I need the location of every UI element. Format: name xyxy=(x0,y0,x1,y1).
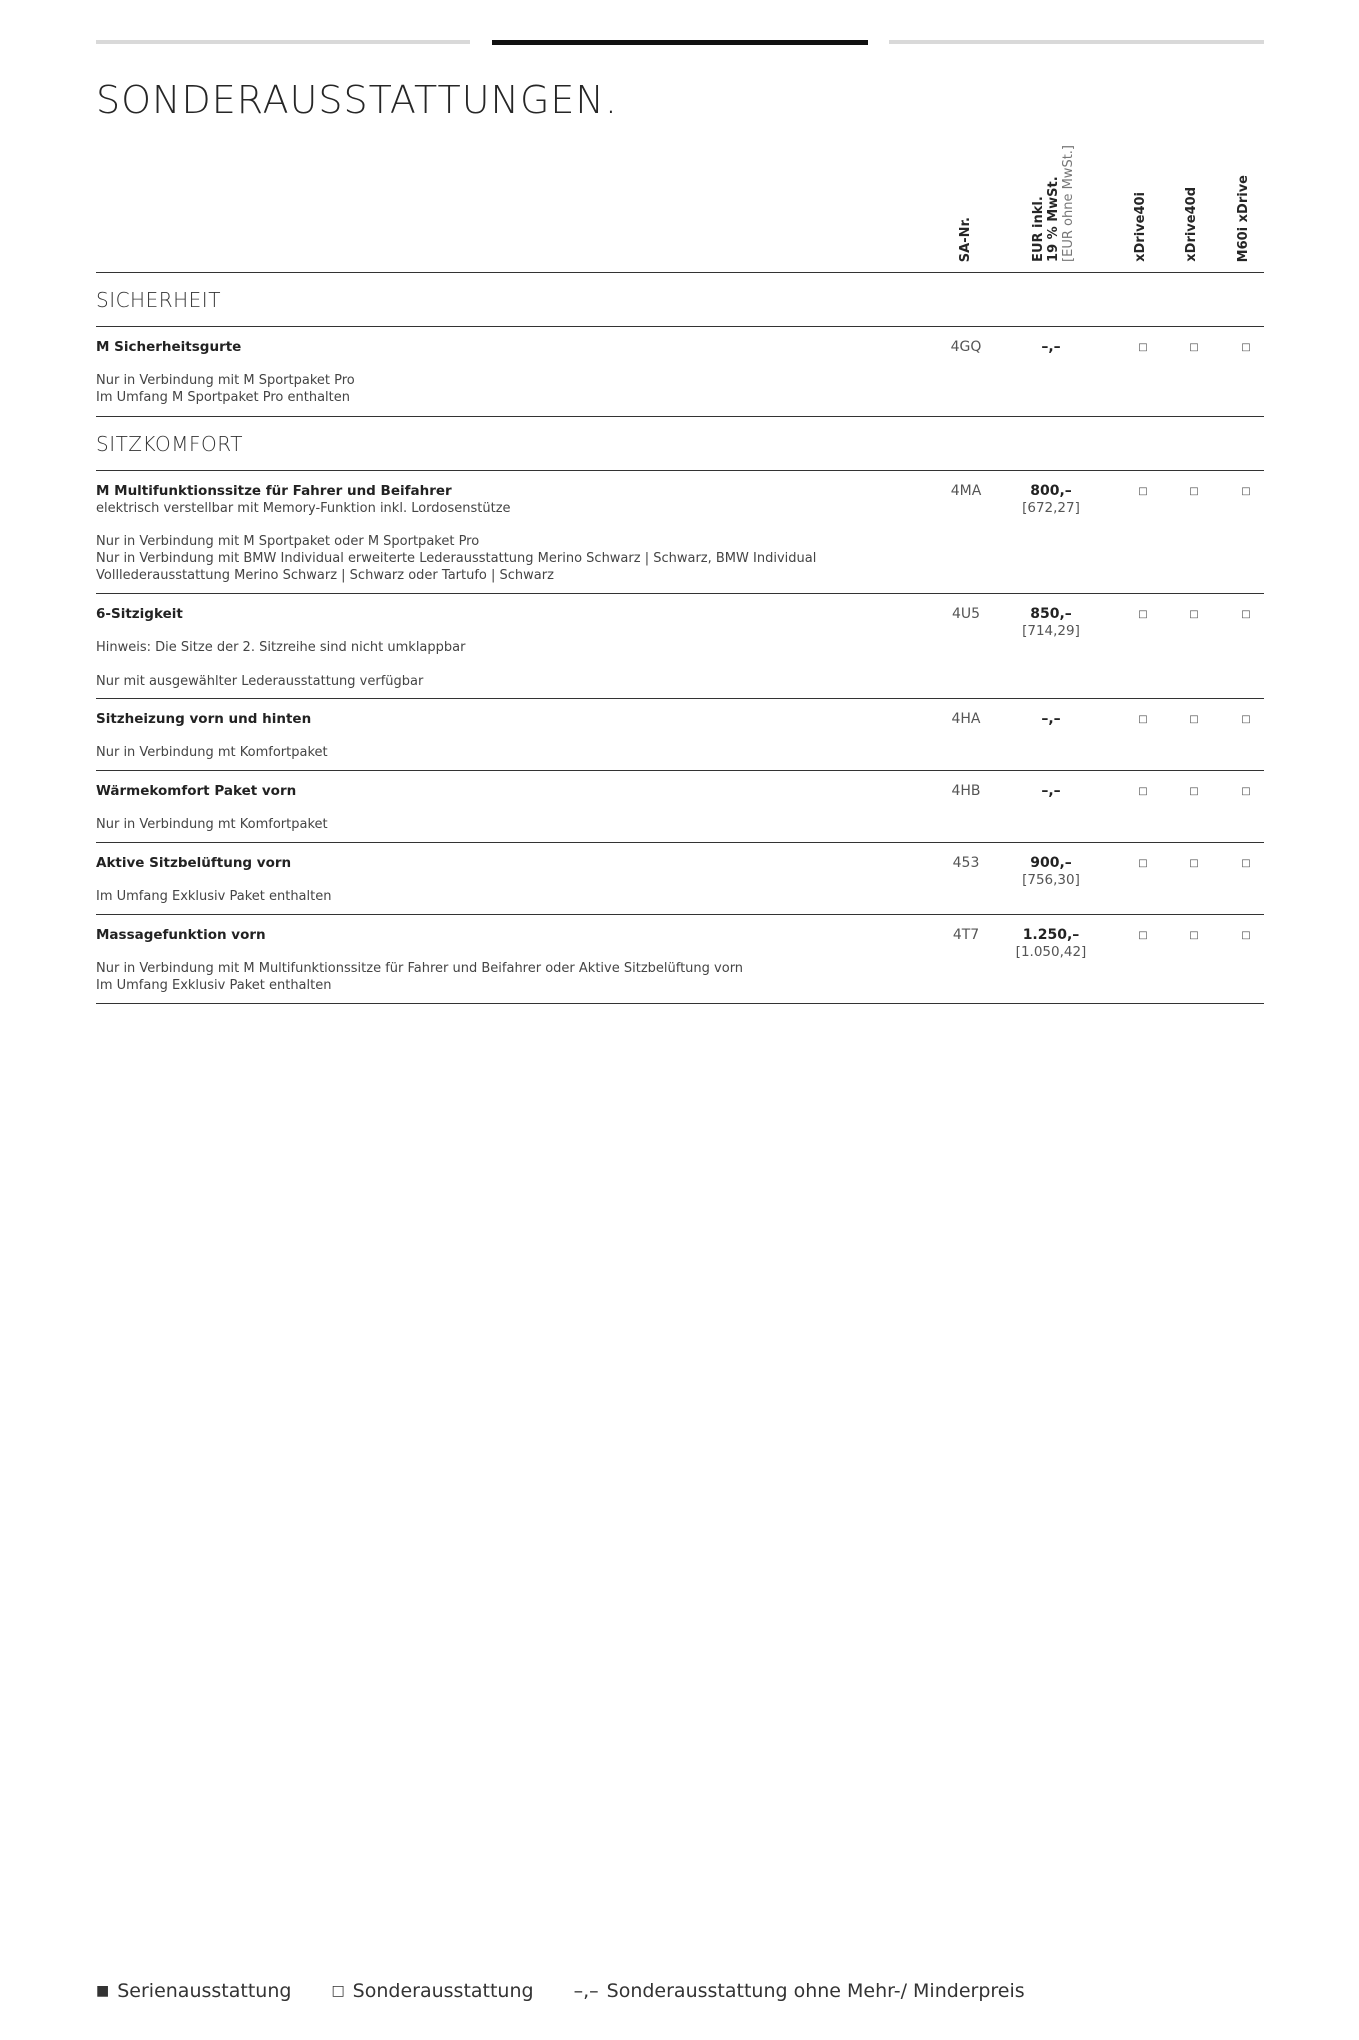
price-gross: 850,– xyxy=(1030,606,1072,622)
price-net: [672,27] xyxy=(1022,500,1080,516)
row-title: Massagefunktion vorn xyxy=(96,927,266,943)
note-line: Nur in Verbindung mt Komfortpaket xyxy=(96,745,328,760)
legend xyxy=(96,1980,1065,2002)
price-gross: –,– xyxy=(1041,339,1061,355)
row-title: Aktive Sitzbelüftung vorn xyxy=(96,855,292,871)
section-sitzkomfort xyxy=(96,417,1264,471)
table-row xyxy=(96,471,1264,594)
price xyxy=(1001,339,1101,355)
price xyxy=(1001,483,1101,516)
table-row xyxy=(96,771,1264,843)
sa-code: 4HA xyxy=(951,711,981,727)
note-line: Im Umfang Exklusiv Paket enthalten xyxy=(96,889,332,904)
legend-option-label: Sonderausstattung xyxy=(352,1980,534,2002)
option-mark-icon: □ xyxy=(1189,930,1199,941)
row-title: M Sicherheitsgurte xyxy=(96,339,242,355)
header-price-line3: [EUR ohne MwSt.] xyxy=(1061,145,1076,262)
filled-square-icon: ■ xyxy=(96,1983,110,1999)
option-mark-icon: □ xyxy=(1241,342,1251,353)
option-mark-icon: □ xyxy=(1138,486,1148,497)
option-mark-icon: □ xyxy=(1138,930,1148,941)
price xyxy=(1001,855,1101,888)
legend-option xyxy=(331,1980,533,2002)
table-header xyxy=(96,130,1264,273)
option-mark-icon: □ xyxy=(1189,342,1199,353)
price xyxy=(1001,606,1101,639)
header-price-line2: 19 % MwSt. xyxy=(1046,176,1061,262)
header-model-3: M60i xDrive xyxy=(1236,174,1251,262)
header-model-2: xDrive40d xyxy=(1184,187,1199,262)
price-net: [1.050,42] xyxy=(1015,944,1087,960)
row-note xyxy=(96,533,856,584)
option-mark-icon: □ xyxy=(1241,486,1251,497)
table-row xyxy=(96,843,1264,915)
header-price-line1: EUR inkl. xyxy=(1031,196,1046,262)
row-title: Sitzheizung vorn und hinten xyxy=(96,711,312,727)
price xyxy=(1001,783,1101,799)
price-gross: 800,– xyxy=(1030,483,1072,499)
note-line: Nur in Verbindung mit M Sportpaket Pro xyxy=(96,373,355,388)
header-price xyxy=(1031,145,1076,262)
section-title: SITZKOMFORT xyxy=(96,432,243,456)
sa-code: 4GQ xyxy=(950,339,982,355)
header-model-1: xDrive40i xyxy=(1133,192,1148,262)
options-table xyxy=(96,130,1264,1004)
note-line: Nur in Verbindung mit M Sportpaket oder M Sportpaket Pro xyxy=(96,534,480,549)
sa-code: 4HB xyxy=(951,783,981,799)
dash-comma-dash-icon: –,– xyxy=(573,1980,599,2002)
price-net: [714,29] xyxy=(1022,623,1080,639)
option-mark-icon: □ xyxy=(1241,930,1251,941)
row-subtitle: elektrisch verstellbar mit Memory-Funktion inkl. Lordosenstütze xyxy=(96,501,511,516)
option-mark-icon: □ xyxy=(1189,609,1199,620)
price-gross: 1.250,– xyxy=(1022,927,1080,943)
price xyxy=(1001,711,1101,727)
table-row xyxy=(96,327,1264,417)
tab-indicator-3 xyxy=(889,40,1264,44)
option-mark-icon: □ xyxy=(1138,858,1148,869)
price-gross: –,– xyxy=(1041,711,1061,727)
price-gross: –,– xyxy=(1041,783,1061,799)
sa-code: 453 xyxy=(952,855,980,871)
sa-code: 4U5 xyxy=(951,606,981,622)
row-note xyxy=(96,372,856,406)
note-line: Im Umfang Exklusiv Paket enthalten xyxy=(96,978,332,993)
note-line: Volllederausstattung Merino Schwarz | Schwarz oder Tartufo | Schwarz xyxy=(96,568,554,583)
row-note xyxy=(96,816,856,833)
option-mark-icon: □ xyxy=(1241,714,1251,725)
row-note xyxy=(96,639,856,656)
legend-noprice-label: Sonderausstattung ohne Mehr-/ Minderpreis xyxy=(606,1980,1025,2002)
row-title: Wärmekomfort Paket vorn xyxy=(96,783,297,799)
price-gross: 900,– xyxy=(1030,855,1072,871)
note-line: Nur in Verbindung mit M Multifunktionssitze für Fahrer und Beifahrer oder Aktive Sitzbelüftung vorn xyxy=(96,961,744,976)
section-sicherheit xyxy=(96,273,1264,327)
note-line: Nur in Verbindung mt Komfortpaket xyxy=(96,817,328,832)
legend-noprice xyxy=(574,1980,1025,2002)
option-mark-icon: □ xyxy=(1189,714,1199,725)
page-tab-indicator xyxy=(96,40,1264,45)
legend-standard xyxy=(96,1980,291,2002)
row-note xyxy=(96,673,856,690)
option-mark-icon: □ xyxy=(1189,486,1199,497)
section-title: SICHERHEIT xyxy=(96,288,221,312)
row-note xyxy=(96,744,856,761)
row-title: 6-Sitzigkeit xyxy=(96,606,183,622)
option-mark-icon: □ xyxy=(1189,786,1199,797)
row-note xyxy=(96,888,856,905)
page-title: SONDERAUSSTATTUNGEN. xyxy=(96,78,618,122)
row-note xyxy=(96,960,856,994)
option-mark-icon: □ xyxy=(1241,609,1251,620)
option-mark-icon: □ xyxy=(1241,858,1251,869)
price xyxy=(1001,927,1101,960)
tab-indicator-2-active xyxy=(492,40,868,45)
table-row xyxy=(96,915,1264,1004)
option-mark-icon: □ xyxy=(1189,858,1199,869)
option-mark-icon: □ xyxy=(1138,786,1148,797)
note-line: Hinweis: Die Sitze der 2. Sitzreihe sind nicht umklappbar xyxy=(96,640,466,655)
price-net: [756,30] xyxy=(1022,872,1080,888)
option-mark-icon: □ xyxy=(1138,342,1148,353)
table-row xyxy=(96,699,1264,771)
sa-code: 4MA xyxy=(950,483,982,499)
note-line: Im Umfang M Sportpaket Pro enthalten xyxy=(96,390,350,405)
header-sa-nr: SA-Nr. xyxy=(958,216,973,262)
option-mark-icon: □ xyxy=(1241,786,1251,797)
sa-code: 4T7 xyxy=(952,927,980,943)
option-mark-icon: □ xyxy=(1138,714,1148,725)
note-line: Nur in Verbindung mit BMW Individual erweiterte Lederausstattung Merino Schwarz | Schwarz, BMW Individual xyxy=(96,551,817,566)
tab-indicator-1 xyxy=(96,40,470,44)
note-line: Nur mit ausgewählter Lederausstattung verfügbar xyxy=(96,674,424,689)
table-row xyxy=(96,594,1264,699)
legend-standard-label: Serienausstattung xyxy=(117,1980,292,2002)
row-title: M Multifunktionssitze für Fahrer und Beifahrer xyxy=(96,483,452,499)
empty-square-icon: □ xyxy=(331,1983,345,1999)
option-mark-icon: □ xyxy=(1138,609,1148,620)
